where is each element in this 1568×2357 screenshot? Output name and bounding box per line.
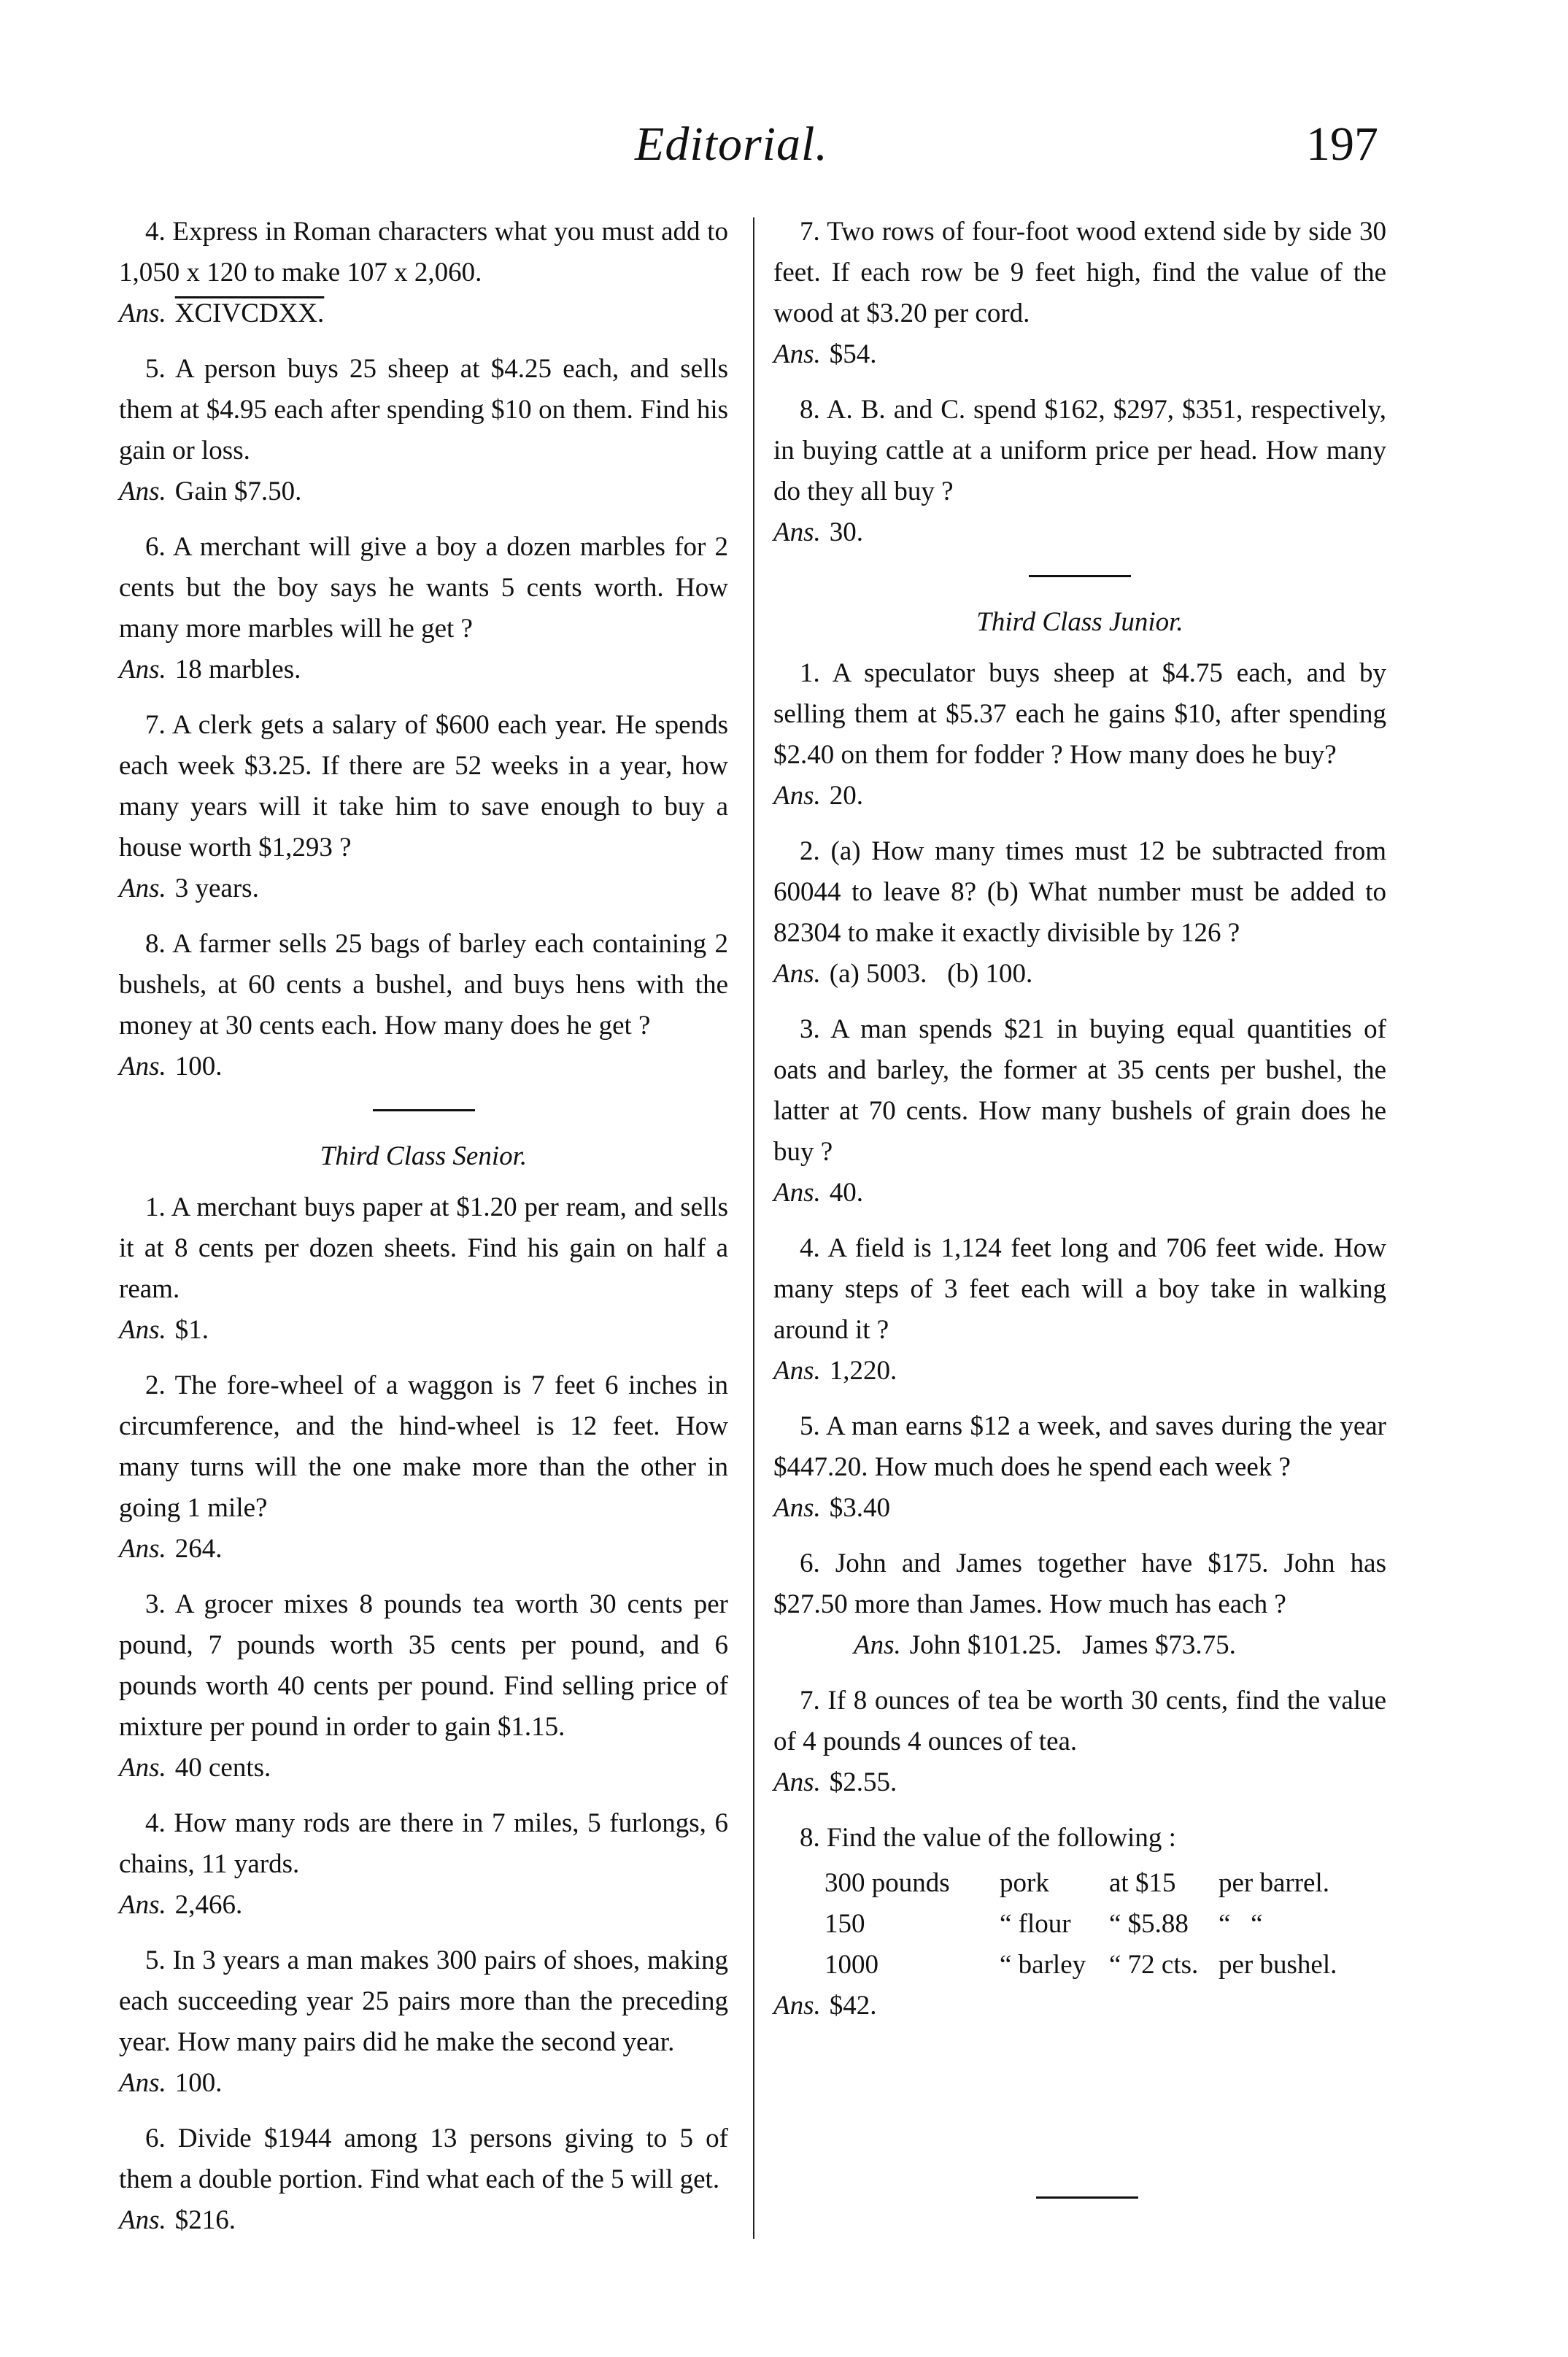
answer-value: 18 marbles. — [174, 655, 301, 684]
answer — [773, 1986, 1386, 2026]
answer-label: Ans. — [119, 1890, 166, 1920]
answer-label: Ans. — [119, 1052, 166, 1081]
answer-value: 1,220. — [829, 1356, 897, 1386]
problem — [119, 1803, 728, 1926]
answer-label: Ans. — [119, 655, 166, 684]
answer-value: 40 cents. — [174, 1753, 271, 1783]
problem-text: 4. Express in Roman characters what you must add to 1,050 x 120 to make 107 x 2,060. — [119, 217, 728, 288]
page-header — [0, 117, 1568, 190]
answer-value: 40. — [829, 1178, 863, 1208]
answer-label: Ans. — [119, 2205, 166, 2235]
answer-value: $1. — [174, 1315, 209, 1345]
answer-value: 264. — [174, 1534, 223, 1564]
answer — [119, 868, 728, 909]
answer-value: $2.55. — [829, 1767, 897, 1797]
answer — [119, 1310, 728, 1351]
answer — [119, 1748, 728, 1789]
answer-value: $216. — [174, 2205, 236, 2235]
answer — [773, 776, 1386, 817]
answer-label: Ans. — [773, 1767, 821, 1797]
problem-text: 1. A merchant buys paper at $1.20 per ream, and sells it at 8 cents per dozen sheets. Find his gain on half a ream. — [119, 1192, 728, 1304]
problem-text: 5. A person buys 25 sheep at $4.25 each, and sells them at $4.95 each after spending $10 on them. Find his gain or loss. — [119, 354, 728, 466]
answer — [773, 1762, 1386, 1803]
problem — [119, 2118, 728, 2241]
problem-text: 8. A. B. and C. spend $162, $297, $351, respectively, in buying cattle at a uniform price per head. How many do they all buy ? — [773, 395, 1386, 506]
problem — [119, 212, 728, 334]
problem — [119, 924, 728, 1087]
section-title: Third Class Senior. — [320, 1141, 528, 1171]
answer-value: Gain $7.50. — [174, 477, 302, 506]
problem — [773, 831, 1386, 995]
answer-label: Ans. — [773, 1178, 821, 1208]
answer — [773, 512, 1386, 553]
table-cell: “ flour — [1000, 1909, 1071, 1939]
answer-label: Ans. — [119, 2068, 166, 2098]
problem-text: 4. A field is 1,124 feet long and 706 feet wide. How many steps of 3 feet each will a boy take in walking around it ? — [773, 1233, 1386, 1345]
answer-value: John $101.25. James $73.75. — [909, 1630, 1236, 1660]
problem — [119, 349, 728, 512]
section-title: Third Class Junior. — [976, 607, 1183, 637]
problem-text: 3. A man spends $21 in buying equal quantities of oats and barley, the former at 35 cents per bushel, the latter at 70 cents. How many bushels of grain does he buy ? — [773, 1014, 1386, 1167]
section-rule — [373, 1109, 475, 1111]
problem — [773, 1406, 1386, 1529]
table-cell: at $15 — [1109, 1868, 1176, 1898]
answer-value: 3 years. — [174, 873, 259, 903]
section-rule — [1029, 575, 1131, 577]
problem-text: 5. A man earns $12 a week, and saves during the year $447.20. How much does he spend each week ? — [773, 1411, 1386, 1482]
problem-text: 4. How many rods are there in 7 miles, 5 furlongs, 6 chains, 11 yards. — [119, 1808, 728, 1879]
problem-text: 2. The fore-wheel of a waggon is 7 feet 6 inches in circumference, and the hind-wheel is 12 feet. How many turns will the one make more than the other in going 1 mile? — [119, 1370, 728, 1523]
problem-text: 6. A merchant will give a boy a dozen marbles for 2 cents but the boy says he wants 5 cents worth. How many more marbles will he get ? — [119, 532, 728, 644]
problem — [119, 527, 728, 690]
answer — [119, 1046, 728, 1087]
answer-label: Ans. — [773, 517, 821, 547]
answer-value: 20. — [829, 781, 863, 811]
problem — [773, 1818, 1386, 2026]
problem — [119, 1187, 728, 1351]
table-cell: pork — [1000, 1868, 1049, 1898]
problem-text: 7. A clerk gets a salary of $600 each year. He spends each week $3.25. If there are 52 weeks in a year, how many years will it take him to save enough to buy a house worth $1,293 ? — [119, 710, 728, 863]
table-cell: per bushel. — [1219, 1950, 1337, 1980]
price-table — [773, 1863, 1386, 1986]
running-title: Editorial. — [635, 117, 828, 171]
answer — [119, 649, 728, 690]
table-row — [773, 1863, 1386, 1904]
answer-label: Ans. — [119, 1534, 166, 1564]
left-column — [119, 212, 728, 2256]
answer-value: 100. — [174, 2068, 223, 2098]
answer-value: (a) 5003. (b) 100. — [829, 959, 1033, 989]
answer-value: XCIVCDXX. — [174, 298, 325, 328]
answer-label: Ans. — [854, 1630, 901, 1660]
answer — [119, 2063, 728, 2104]
end-rule — [1036, 2196, 1138, 2199]
problem-text: 2. (a) How many times must 12 be subtracted from 60044 to leave 8? (b) What number must be added to 82304 to make it exactly divisible by 126 ? — [773, 836, 1386, 948]
problem — [773, 1009, 1386, 1214]
answer-value: $3.40 — [829, 1493, 890, 1523]
answer-label: Ans. — [119, 477, 166, 506]
problem-text: 8. Find the value of the following : — [800, 1823, 1176, 1853]
answer — [773, 334, 1386, 375]
answer-value: $54. — [829, 339, 877, 369]
table-cell: 150 — [824, 1909, 865, 1939]
problem — [119, 1365, 728, 1570]
problem — [773, 212, 1386, 375]
answer — [119, 2200, 728, 2241]
answer-label: Ans. — [119, 873, 166, 903]
problem-text: 7. If 8 ounces of tea be worth 30 cents, find the value of 4 pounds 4 ounces of tea. — [773, 1686, 1386, 1756]
problem-text: 5. In 3 years a man makes 300 pairs of shoes, making each succeeding year 25 pairs more than the preceding year. How many pairs did he make the second year. — [119, 1945, 728, 2057]
answer-label: Ans. — [119, 1753, 166, 1783]
answer-label: Ans. — [773, 959, 821, 989]
answer-value: $42. — [829, 1991, 877, 2021]
answer — [773, 1625, 1386, 1666]
column-divider — [753, 217, 754, 2239]
problem-text: 6. John and James together have $175. John has $27.50 more than James. How much has each ? — [773, 1548, 1386, 1619]
problem-text: 7. Two rows of four-foot wood extend side by side 30 feet. If each row be 9 feet high, find the value of the wood at $3.20 per cord. — [773, 217, 1386, 328]
problem — [773, 653, 1386, 817]
answer-label: Ans. — [773, 1356, 821, 1386]
answer — [773, 954, 1386, 995]
answer-label: Ans. — [773, 781, 821, 811]
problem — [773, 1543, 1386, 1666]
answer-value: 30. — [829, 517, 863, 547]
answer — [119, 1885, 728, 1926]
answer-value: 100. — [174, 1052, 223, 1081]
problem — [119, 1940, 728, 2104]
answer — [773, 1173, 1386, 1214]
answer — [773, 1351, 1386, 1392]
page-number: 197 — [1306, 117, 1378, 171]
answer-label: Ans. — [773, 1493, 821, 1523]
table-cell: 300 pounds — [824, 1868, 950, 1898]
table-cell: “ $5.88 — [1109, 1909, 1189, 1939]
problem-text: 8. A farmer sells 25 bags of barley each containing 2 bushels, at 60 cents a bushel, and buys hens with the money at 30 cents each. How many does he get ? — [119, 929, 728, 1041]
problem — [773, 390, 1386, 553]
right-column — [773, 212, 1386, 2041]
answer-label: Ans. — [119, 298, 166, 328]
answer-label: Ans. — [773, 339, 821, 369]
answer — [119, 471, 728, 512]
table-cell: 1000 — [824, 1950, 878, 1980]
problem — [119, 705, 728, 909]
table-cell: “ barley — [1000, 1950, 1086, 1980]
problem-text: 3. A grocer mixes 8 pounds tea worth 30 cents per pound, 7 pounds worth 35 cents per pound, and 6 pounds worth 40 cents per pound. Find selling price of mixture per pound in order to gain $1.15. — [119, 1589, 728, 1742]
table-cell: “ “ — [1219, 1909, 1263, 1939]
problem — [773, 1681, 1386, 1803]
table-row — [773, 1904, 1386, 1945]
answer — [119, 293, 728, 334]
table-cell: “ 72 cts. — [1109, 1950, 1199, 1980]
problem — [119, 1584, 728, 1789]
problem-text: 6. Divide $1944 among 13 persons giving to 5 of them a double portion. Find what each of the 5 will get. — [119, 2123, 728, 2194]
answer-label: Ans. — [773, 1991, 821, 2021]
answer — [773, 1488, 1386, 1529]
table-row — [773, 1945, 1386, 1986]
table-cell: per barrel. — [1219, 1868, 1330, 1898]
answer — [119, 1529, 728, 1570]
answer-value: 2,466. — [174, 1890, 243, 1920]
answer-label: Ans. — [119, 1315, 166, 1345]
problem-text: 1. A speculator buys sheep at $4.75 each, and by selling them at $5.37 each he gains $10, after spending $2.40 on them for fodder ? How many does he buy? — [773, 658, 1386, 770]
problem — [773, 1228, 1386, 1392]
